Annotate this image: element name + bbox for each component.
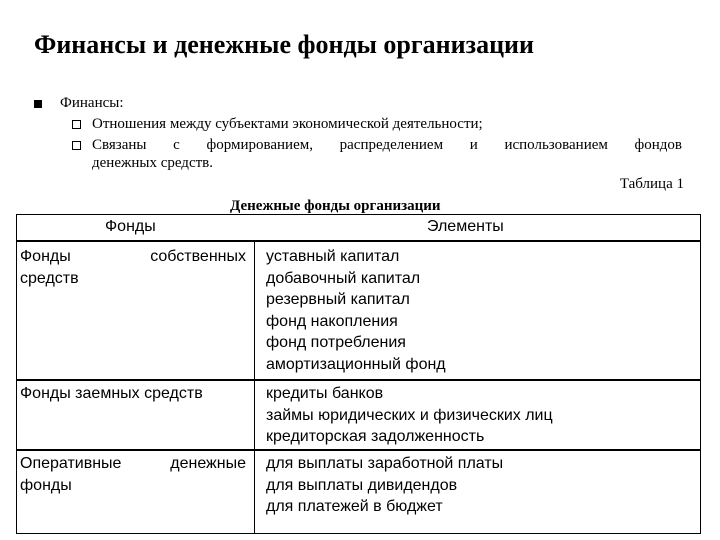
fund-line [20, 453, 246, 475]
list-item: кредиторская задолженность [266, 428, 485, 445]
fund-word [20, 453, 246, 475]
list-item: уставный капитал [266, 248, 400, 265]
table-cell-fund [20, 383, 246, 405]
table-cell-elements [266, 246, 446, 375]
table-left-border [16, 214, 17, 534]
checkbox-bullet-icon [72, 120, 81, 129]
fund-word-part: Фонды [20, 248, 71, 265]
list-item: фонд потребления [266, 334, 406, 351]
table-header-elements: Элементы [427, 218, 504, 235]
list-item: для выплаты заработной платы [266, 455, 504, 472]
table-number: Таблица 1 [619, 176, 684, 192]
table-cell-elements [266, 453, 503, 518]
list-item: кредиты банков [266, 385, 384, 402]
list-item: для платежей в бюджет [266, 498, 443, 515]
checkbox-bullet-icon [72, 141, 81, 150]
list-item: для выплаты дивидендов [266, 476, 458, 494]
table-caption: Денежные фонды организации [230, 198, 441, 214]
fund-line [20, 246, 246, 268]
fund-word [20, 246, 246, 268]
table-cell-fund [20, 246, 246, 289]
list-item: займы юридических и физических лиц [266, 406, 553, 424]
table-column-divider [254, 240, 255, 534]
intro-item: Связаны с формированием, распределением и использованием фондов [92, 137, 682, 153]
table-cell-elements [266, 383, 553, 448]
page-title: Финансы и денежные фонды организации [34, 30, 535, 59]
table-top-border [16, 214, 701, 215]
fund-word-part: денежные [170, 455, 246, 472]
table-header-border [16, 240, 701, 242]
intro-item-continuation: денежных средств. [92, 155, 213, 171]
list-item: резервный капитал [266, 291, 410, 308]
list-item: амортизационный фонд [266, 355, 446, 373]
fund-word-part: собственных [150, 248, 246, 265]
intro-item: Отношения между субъектами экономической деятельности; [92, 116, 483, 132]
fund-line: средств [20, 269, 79, 287]
table-cell-fund [20, 453, 246, 496]
fund-line: Фонды заемных средств [20, 385, 203, 402]
table-row-border [16, 449, 701, 451]
list-item: добавочный капитал [266, 269, 421, 287]
intro-heading: Финансы: [60, 95, 124, 111]
table-right-border [700, 214, 701, 534]
square-bullet-icon [34, 100, 42, 108]
fund-line: фонды [20, 476, 72, 494]
table-row-border [16, 379, 701, 381]
table-header-funds: Фонды [105, 218, 156, 235]
list-item: фонд накопления [266, 312, 398, 330]
fund-word-part: Оперативные [20, 455, 122, 472]
table-bottom-border [16, 533, 701, 534]
